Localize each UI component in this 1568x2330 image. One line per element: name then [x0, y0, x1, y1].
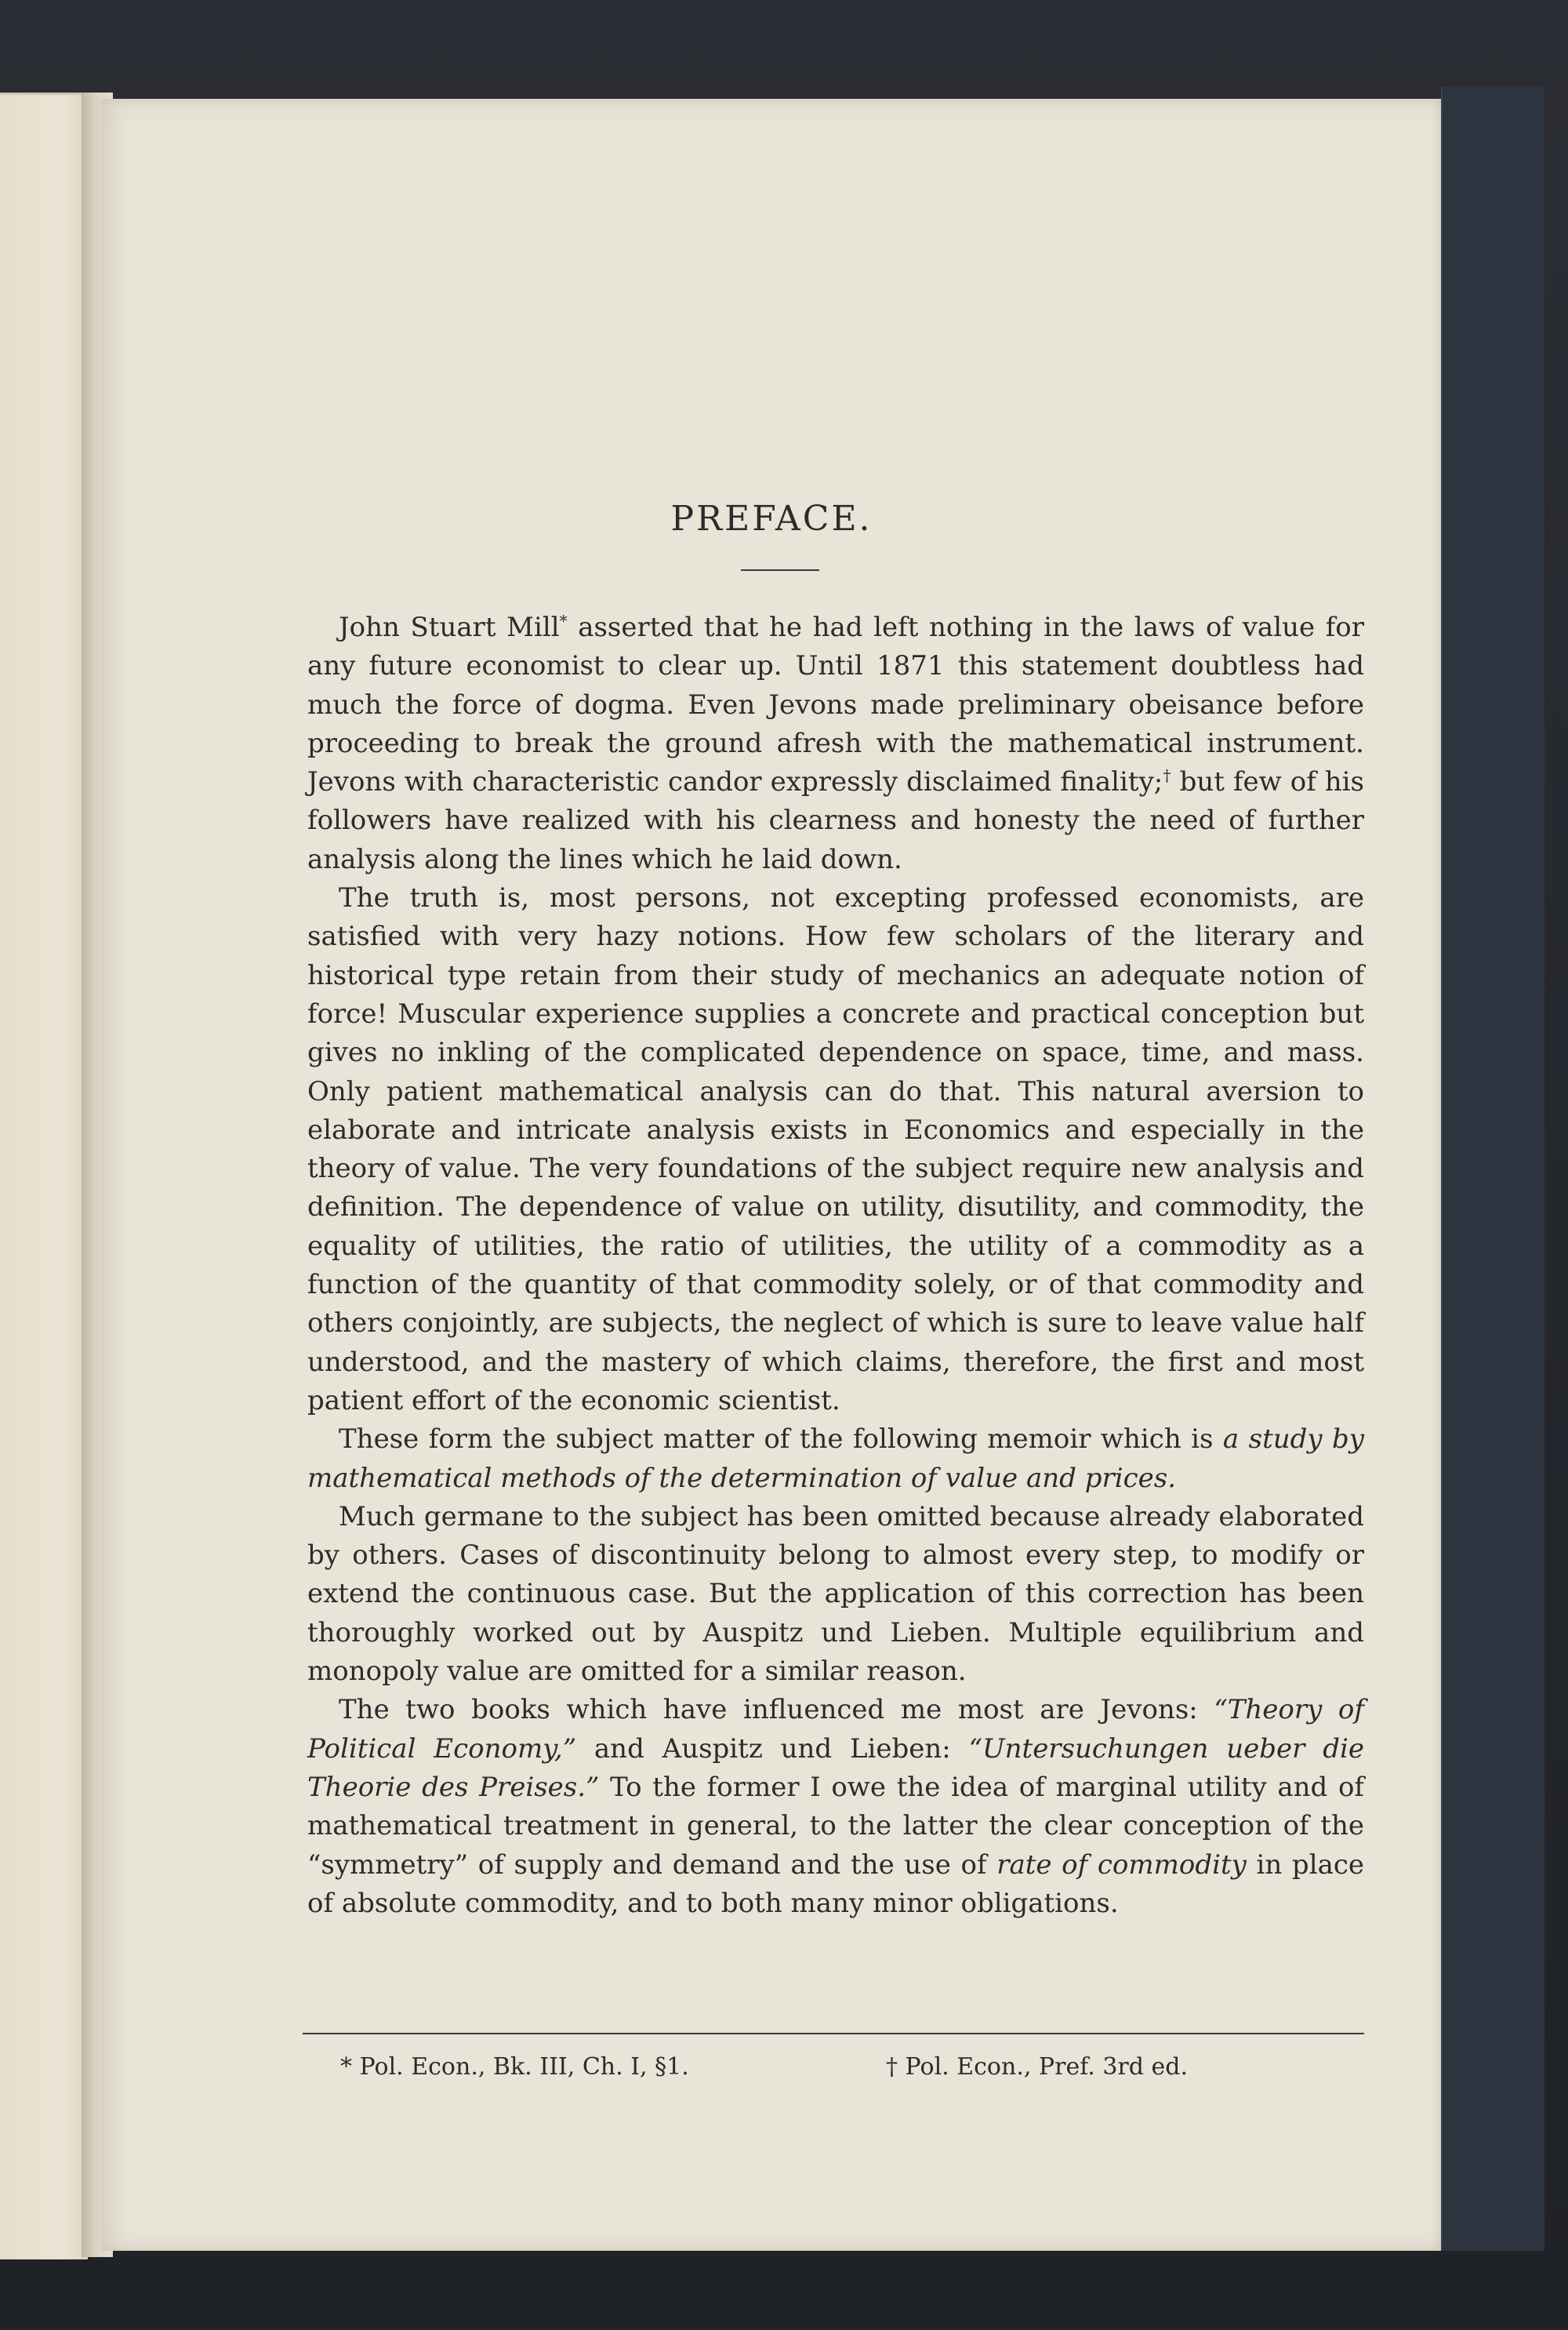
text-run: but few of his followers have realized with his clearness and honesty the need of further analysis along the lines which he laid down.	[307, 766, 1365, 875]
footnote-reference: *	[559, 611, 568, 631]
text-run: The two books which have influenced me most are Jevons:	[339, 1694, 1214, 1726]
page-title: PREFACE.	[670, 499, 873, 539]
text-run: in place of absolute commodity, and to both many minor obligations.	[307, 1848, 1364, 1919]
italic-text: “Untersuchungen ueber die Theorie des Preises.”	[307, 1732, 1364, 1803]
book-cover-edge	[1441, 86, 1544, 2251]
paragraph	[307, 1498, 1364, 1691]
paragraph	[307, 879, 1364, 1420]
footnote-mill: * Pol. Econ., Bk. III, Ch. I, §1.	[340, 2053, 689, 2081]
footnote-rule	[303, 2033, 1364, 2034]
title-rule	[741, 569, 819, 571]
text-run: To the former I owe the idea of marginal utility and of mathematical treatment in general, to the latter the clear conception of the “symmetry” of supply and demand and the use of	[307, 1771, 1364, 1881]
book-page	[102, 99, 1441, 2251]
text-run: asserted that he had left nothing in the laws of value for any future economist to clear up. Until 1871 this statement doubtless had much the force of dogma. Even Jevons made preliminary obeisance before proceeding to break the ground afresh with the mathematical instrument. Jevons with characteristic candor expressly disclaimed finality;	[307, 612, 1365, 798]
preface-body	[307, 609, 1364, 1923]
footnote-jevons: † Pol. Econ., Pref. 3rd ed.	[886, 2053, 1188, 2081]
previous-page-edge	[0, 93, 88, 2259]
text-run: and Auspitz und Lieben:	[576, 1732, 969, 1765]
paragraph	[307, 609, 1364, 879]
paragraph	[307, 1691, 1364, 1923]
italic-text: a study by mathematical methods of the determination of value and prices.	[307, 1423, 1365, 1494]
text-run: The truth is, most persons, not excepting professed economists, are satisfied with very hazy notions. How few scholars of the literary and historical type retain from their study of mechanics an adequate notion of force! Muscular experience supplies a concrete and practical conception but gives no inkling of the complicated dependence on space, time, and mass. Only patient mathematical analysis can do that. This natural aversion to elaborate and intricate analysis exists in Economics and especially in the theory of value. The very foundations of the subject require new analysis and definition. The dependence of value on utility, disutility, and commodity, the equality of utilities, the ratio of utilities, the utility of a commodity as a function of the quantity of that commodity solely, or of that commodity and others conjointly, are subjects, the neglect of which is sure to leave value half understood, and the mastery of which claims, therefore, the first and most patient effort of the economic scientist.	[307, 882, 1364, 1416]
italic-text: “Theory of Political Economy,”	[307, 1694, 1364, 1765]
text-run: Much germane to the subject has been omitted because already elaborated by others. Cases of discontinuity belong to almost every step, to modify or extend the continuous case. But the application of this correction has been thoroughly worked out by Auspitz und Lieben. Multiple equilibrium and monopoly value are omitted for a similar reason.	[307, 1500, 1364, 1688]
paragraph	[307, 1420, 1364, 1498]
footnote-reference: †	[1163, 765, 1171, 785]
text-run: John Stuart Mill	[339, 612, 560, 643]
text-run: These form the subject matter of the following memoir which is	[339, 1423, 1223, 1456]
italic-text: rate of commodity	[996, 1848, 1247, 1881]
